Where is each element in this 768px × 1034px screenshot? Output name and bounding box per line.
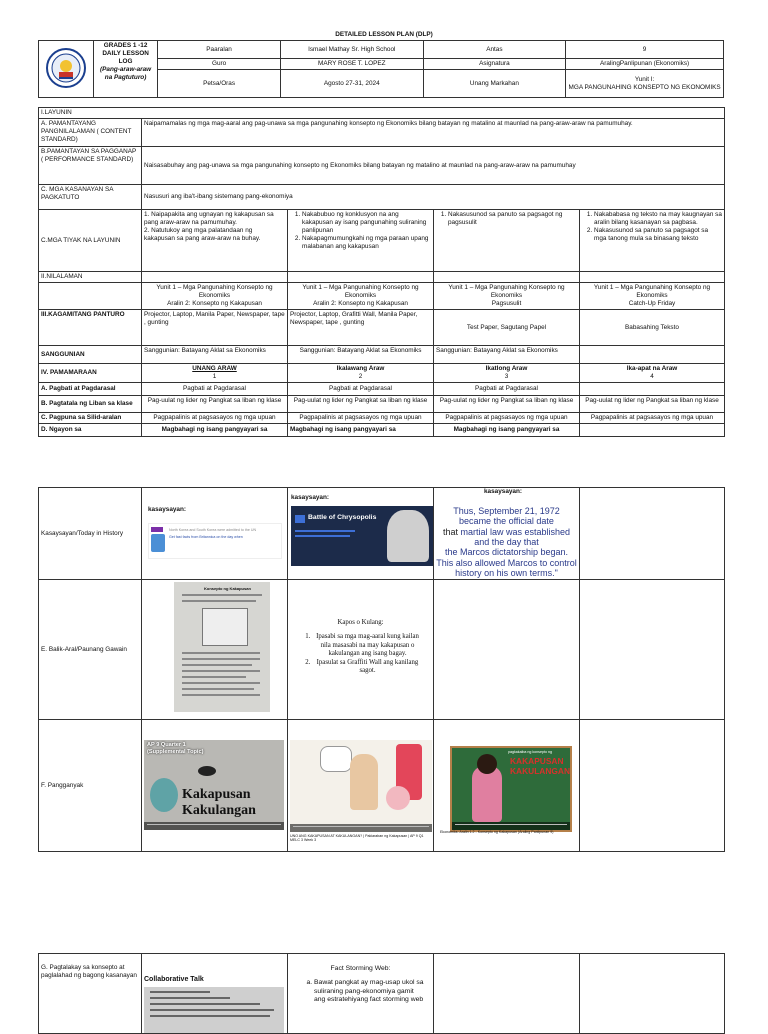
rowA-day2: Pagbati at Pagdarasal (288, 383, 434, 396)
kas2-title: kasaysayan: (291, 494, 330, 501)
tiyak-day2-item: 2. Nakapagmumungkahi ng mga paraan upang malabanan ang kakapusan (302, 235, 431, 251)
video-thumbnail-kakapusan-2[interactable] (450, 746, 572, 832)
britannica-tag-icon (151, 527, 163, 532)
deped-seal-icon (46, 48, 86, 88)
quote-line-part: that (442, 526, 461, 537)
balik-aral-day2 (288, 580, 434, 720)
day2-header (288, 364, 434, 383)
kagamitan-label: III.KAGAMITANG PANTURO (39, 310, 142, 346)
worksheet-box (202, 608, 248, 646)
pangganyak-day2 (288, 720, 434, 852)
quote-line: history on his own terms." (455, 568, 558, 579)
day3-num: 3 (504, 373, 509, 380)
plan-table-p3 (38, 953, 725, 1034)
quote-line: the Marcos dictatorship began. (444, 547, 569, 558)
quote-line (434, 527, 579, 537)
rowC-label: C. Pagpuna sa Silid-aralan (39, 413, 142, 424)
pangganyak-label: F. Pangganyak (39, 720, 142, 852)
tiyak-label: C.MGA TIYAK NA LAYUNIN (39, 210, 142, 272)
quote-line: became the official date (459, 516, 554, 527)
tiyak-day4-item: 2. Nakasusunod sa panuto sa pagsagot sa mga tanong mula sa binasang teksto (594, 227, 722, 243)
paaralan-label: Paaralan (158, 41, 281, 59)
tiyak-day1-item: 1. Naipapakita ang ugnayan ng kakapusan sa pang araw-araw na pamumuhay. (144, 211, 274, 226)
quote-line: This also allowed Marcos to control (436, 557, 577, 568)
rowB-day2: Pag-uulat ng lider ng Pangkat sa liban ng klase (288, 396, 434, 413)
kasaysayan-day3 (434, 488, 580, 580)
worksheet-line (182, 658, 260, 660)
asignatura-value: AralingPanlipunan (Ekonomiks) (566, 59, 724, 70)
doc-title: DETAILED LESSON PLAN (DLP) (335, 31, 433, 38)
cartoon-avatar-icon (150, 778, 178, 812)
tiyak-day3-item: 1. Nakasusunod sa panuto sa pagsagot ng pagsusulit (448, 211, 577, 227)
worksheet-title: Konsepto ng Kakapusan (204, 586, 251, 591)
collab-line (150, 1015, 270, 1017)
rowC-day2: Pagpapalinis at pagsasayos ng mga upuan (288, 413, 434, 424)
kas1-card (148, 523, 282, 559)
yunit-title: MGA PANGUNAHING KONSEPTO NG EKONOMIKS (568, 83, 721, 91)
sanggunian-day3: Sanggunian: Batayang Aklat sa Ekonomiks (434, 346, 580, 364)
yunit-cell (566, 70, 724, 98)
dark-object-icon (198, 766, 216, 776)
sanggunian-day1: Sanggunian: Batayang Aklat sa Ekonomiks (142, 346, 288, 364)
perf-std-label: B.PAMANTAYAN SA PAGGANAP ( PERFORMANCE STANDARD) (39, 147, 142, 185)
kagamitan-day1: Projector, Laptop, Manila Paper, Newspaper, tape , gunting (142, 310, 288, 346)
video-controls-bar[interactable] (290, 824, 432, 832)
kasaysayan-day1 (142, 488, 288, 580)
worksheet-line (182, 594, 262, 596)
kas1-title: kasaysayan: (148, 506, 187, 513)
vid3-big1: KAKAPUSAN (510, 756, 564, 766)
vid1-big1: Kakapusan (182, 787, 251, 802)
tiyak-day1-item: 2. Natutukoy ang mga palatandaan ng kakapusan sa pang araw-araw na buhay. (144, 227, 261, 242)
worksheet-line (182, 664, 252, 666)
kagamitan-day3: Test Paper, Sagutang Papel (434, 310, 580, 346)
emperor-bust-image (387, 510, 429, 562)
rowA-label: A. Pagbati at Pagdarasal (39, 383, 142, 396)
video-thumbnail-kakulangan[interactable] (290, 740, 432, 832)
kagamitan-day2: Projector, Laptop, Grafitti Wall, Manila Paper, Newspaper, tape , gunting (288, 310, 434, 346)
markahan-value: Unang Markahan (423, 70, 566, 98)
guro-value: MARY ROSE T. LOPEZ (280, 59, 423, 70)
paaralan-value: Ismael Mathay Sr. High School (280, 41, 423, 59)
nilalaman-topic: Pagsusulit (491, 300, 522, 307)
header-table (38, 40, 724, 98)
plan-table-p2 (38, 487, 725, 852)
collab-line (150, 997, 230, 999)
guro-label: Guro (158, 59, 281, 70)
rowA-day1: Pagbati at Pagdarasal (142, 383, 288, 396)
kapos-item: 1. Ipasabi sa mga mag-aaral kung kailan nila masasabi na may kakapusan o kakulangan ang isang bagay. (312, 633, 423, 658)
vid2-caption: UNO ANG KAKAPUSAN AT KAKULANGAN? | Pakiaraban ng Kakapusan | AP 9 Q1 MELC 3 Week 3 (290, 834, 424, 843)
nilalaman-topic: Aralin 2: Konsepto ng Kakapusan (313, 300, 408, 307)
kasanayan-label: C. MGA KASANAYAN SA PAGKATUTO (39, 185, 142, 210)
day4-header (580, 364, 725, 383)
day1-title: UNANG ARAW (192, 365, 237, 372)
petsa-label: Petsa/Oras (158, 70, 281, 98)
vid3-big2: KAKULANGAN (510, 766, 571, 776)
rowD-day2: Magbahagi ng isang pangyayari sa (288, 424, 434, 437)
banner-line (295, 530, 355, 532)
worksheet-line (182, 600, 256, 602)
un-logo-icon (151, 534, 165, 552)
kas1-line2: Get fast facts from Britannica on the day when (169, 535, 243, 539)
banner-line (295, 535, 350, 537)
kapos-title: Kapos o Kulang: (337, 619, 384, 626)
day3-title: Ikatlong Araw (485, 365, 528, 372)
vid1-big2: Kakulangan (182, 803, 256, 818)
vid3-caption: Ekonomiks: Aralin 1.2 - Konsepto ng Kakapusan (Araling Panlipunan 9) (440, 830, 554, 834)
kasanayan: Nasusuri ang iba't-ibang sistemang pang-ekonomiya (142, 185, 725, 210)
day4-title: Ika-apat na Araw (626, 365, 678, 372)
rowC-day1: Pagpapalinis at pagsasayos ng mga upuan (142, 413, 288, 424)
rowD-day1: Magbahagi ng isang pangyayari sa (142, 424, 288, 437)
vid1-tag: AP 9 Quarter 1 (147, 742, 186, 748)
teacher-head-icon (477, 754, 497, 774)
quote-line: and the day that (474, 537, 539, 548)
nilalaman-day2 (288, 283, 434, 310)
rowB-day1: Pag-uulat ng lider ng Pangkat sa liban ng klase (142, 396, 288, 413)
rowB-day3: Pag-uulat ng lider ng Pangkat sa liban ng klase (434, 396, 580, 413)
content-std-label: A. PAMANTAYANG PANGNILALAMAN ( CONTENT STANDARD) (39, 119, 142, 147)
kasaysayan-label: Kasaysayan/Today in History (39, 488, 142, 580)
quote-line: Thus, September 21, 1972 (453, 506, 560, 516)
tiyak-day4-item: 1. Nakababasa ng teksto na may kaugnayan sa aralin bilang kasanayan sa pagbasa. (594, 211, 722, 227)
rowD-day4 (580, 424, 725, 437)
rowB-day4: Pag-uulat ng lider ng Pangkat sa liban ng klase (580, 396, 725, 413)
day1-num: 1 (212, 373, 217, 380)
badge-circle-icon (386, 786, 410, 810)
deped-seal-cell (39, 41, 94, 98)
video-thumbnail-kakapusan[interactable] (144, 740, 284, 830)
video-controls-bar[interactable] (144, 822, 284, 830)
vid1-tag2: (Supplemental Topic) (147, 749, 204, 755)
kas3-title: kasaysayan: (484, 488, 523, 495)
rowD-label: D. Ngayon sa (39, 424, 142, 437)
rowD-day3: Magbahagi ng isang pangyayari sa (434, 424, 580, 437)
tiyak-day1 (142, 210, 288, 272)
worksheet-line (182, 676, 246, 678)
quote-line-part: martial law was established (460, 526, 571, 537)
antas-label: Antas (423, 41, 566, 59)
pangganyak-day1 (142, 720, 288, 852)
nilalaman-topic: Catch-Up Friday (628, 300, 676, 307)
antas-value: 9 (566, 41, 724, 59)
grades-line1: GRADES 1 -12 (103, 42, 148, 49)
worksheet-line (182, 688, 254, 690)
tiyak-day2 (288, 210, 434, 272)
battle-banner: Battle of Chrysopolis (308, 514, 377, 521)
nilalaman-unit: Yunit 1 – Mga Pangunahing Konsepto ng Ekonomiks (593, 284, 711, 299)
layunin-label: I.LAYUNIN (39, 108, 725, 119)
battle-banner-icon (295, 515, 305, 523)
woman-figure-icon (350, 754, 378, 810)
grades-italic: (Pang-araw-araw na Pagtuturo) (100, 66, 152, 81)
rowA-day4 (580, 383, 725, 396)
nilalaman-day1 (142, 283, 288, 310)
pangganyak-day3 (434, 720, 580, 852)
balik-aral-day1 (142, 580, 288, 720)
rowC-day3: Pagpapalinis at pagsasayos ng mga upuan (434, 413, 580, 424)
collab-photo (144, 987, 284, 1034)
sanggunian-day4 (580, 346, 725, 364)
yunit-label: Yunit I: (634, 75, 655, 83)
vid3-small: pagkakaiba ng konsepto ng (508, 750, 552, 754)
pamamaraan-label: IV. PAMAMARAAN (39, 364, 142, 383)
day4-num: 4 (650, 373, 654, 380)
collab-title: Collaborative Talk (144, 976, 204, 983)
worksheet-photo (174, 582, 270, 712)
nilalaman-unit: Yunit 1 – Mga Pangunahing Konsepto ng Ekonomiks (448, 284, 565, 299)
plan-table (38, 107, 725, 437)
nilalaman-day4 (580, 283, 725, 310)
tiyak-day2-item: 1. Nakabubuo ng konklusyon na ang kakapusan ay isang pangunahing suliraning panlipunan (302, 211, 431, 235)
collab-line (150, 991, 210, 993)
nilalaman-unit: Yunit 1 – Mga Pangunahing Konsepto ng Ekonomiks (302, 284, 419, 299)
perf-std: Naisasabuhay ang pag-unawa sa mga pangunahing konsepto ng Ekonomiks bilang batayan ng matalino at maunlad na pang-araw-araw na pamumuhay (142, 147, 725, 185)
rowB-label: B. Pagtatala ng Liban sa klase (39, 396, 142, 413)
battle-chrysopolis-image (291, 506, 433, 566)
fact-title: Fact Storming Web: (330, 965, 391, 972)
petsa-value: Agosto 27-31, 2024 (280, 70, 423, 98)
content-std: Naipamamalas ng mga mag-aaral ang pag-unawa sa mga pangunahing konsepto ng Ekonomiks bilang batayan ng matalino at maunlad na pang-araw-araw na pamumuhay. (142, 119, 725, 147)
fact-item: a. Bawat pangkat ay mag-usap ukol sa suliraning pang-ekonomiya gamit ang estratehiyang fact storming web (314, 979, 425, 1004)
teacher-figure-icon (472, 766, 502, 822)
grades-line2: DAILY LESSON (102, 50, 149, 57)
collab-line (150, 1009, 274, 1011)
nilalaman-unit: Yunit 1 – Mga Pangunahing Konsepto ng Ekonomiks (156, 284, 273, 299)
sanggunian-day2: Sanggunian: Batayang Aklat sa Ekonomiks (288, 346, 434, 364)
worksheet-line (182, 670, 260, 672)
day2-num: 2 (358, 373, 363, 380)
balik-aral-label: E. Balik-Aral/Paunang Gawain (39, 580, 142, 720)
pagtalakay-label: G. Pagtalakay sa konsepto at paglalahad ng bagong kasanayan (39, 954, 142, 1034)
nilalaman-label: II.NILALAMAN (39, 272, 142, 283)
kas1-line1: North Korea and South Korea were admitted to the UN (169, 528, 257, 532)
grades-line3: LOG (118, 58, 133, 65)
pagtalakay-day1 (142, 954, 288, 1034)
video-controls-bar[interactable] (452, 822, 570, 830)
rowA-day3: Pagbati at Pagdarasal (434, 383, 580, 396)
dll-title-cell (93, 41, 157, 98)
worksheet-line (182, 694, 260, 696)
martial-law-quote (434, 506, 579, 578)
worksheet-line (182, 652, 260, 654)
pagtalakay-day2 (288, 954, 434, 1034)
worksheet-line (182, 682, 260, 684)
kagamitan-day4: Babasahing Teksto (580, 310, 725, 346)
collab-line (150, 1003, 260, 1005)
day2-title: Ikalawang Araw (336, 365, 385, 372)
kasaysayan-day2 (288, 488, 434, 580)
day1-header (142, 364, 288, 383)
speech-bubble-icon (320, 746, 352, 772)
asignatura-label: Asignatura (423, 59, 566, 70)
rowC-day4: Pagpapalinis at pagsasayos ng mga upuan (580, 413, 725, 424)
kapos-item: 2. Ipasulat sa Graffiti Wall ang kanilang sagot. (312, 659, 423, 676)
tiyak-day4 (580, 210, 725, 272)
tiyak-day3 (434, 210, 580, 272)
nilalaman-day3 (434, 283, 580, 310)
nilalaman-topic: Aralin 2: Konsepto ng Kakapusan (167, 300, 262, 307)
sanggunian-label: SANGGUNIAN (39, 346, 142, 364)
day3-header (434, 364, 580, 383)
